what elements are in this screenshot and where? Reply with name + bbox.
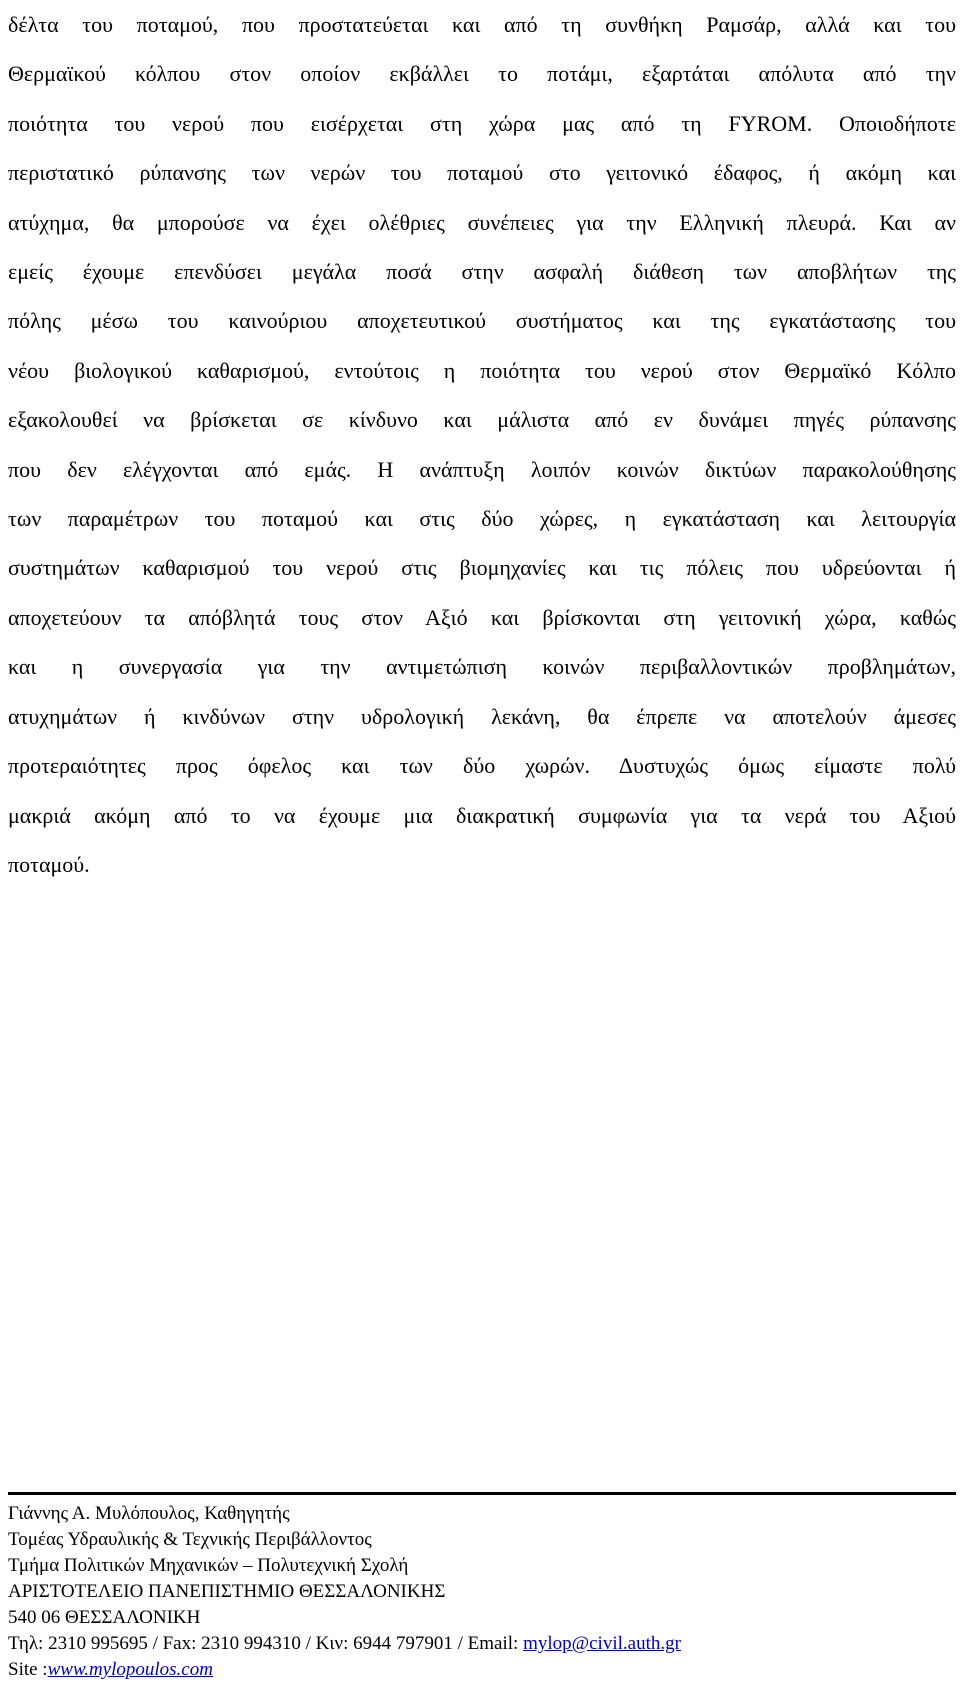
site-line <box>8 1657 956 1683</box>
paragraph-line: εμείς έχουμε επενδύσει μεγάλα ποσά στην ασφαλή διάθεση των αποβλήτων της <box>8 259 956 285</box>
paragraph-line: ποιότητα του νερού που εισέρχεται στη χώρα μας από τη FYROM. Οποιοδήποτε <box>8 110 956 136</box>
site-label: Site : <box>8 1659 48 1680</box>
postal-address: 540 06 ΘΕΣΣΑΛΟΝΙΚΗ <box>8 1607 201 1628</box>
paragraph-line: των παραμέτρων του ποταμού και στις δύο χώρες, η εγκατάσταση και λειτουργία <box>8 506 956 532</box>
paragraph-line: προτεραιότητες προς όφελος και των δύο χωρών. Δυστυχώς όμως είμαστε πολύ <box>8 753 956 779</box>
author-name: Γιάννης Α. Μυλόπουλος, Καθηγητής <box>8 1503 290 1524</box>
footer-divider <box>8 1492 956 1495</box>
paragraph-line: αποχετεύουν τα απόβλητά τους στον Αξιό και βρίσκονται στη γειτονική χώρα, καθώς <box>8 604 956 630</box>
paragraph-line: συστημάτων καθαρισμού του νερού στις βιομηχανίες και τις πόλεις που υδρεύονται ή <box>8 555 956 581</box>
paragraph-line: που δεν ελέγχονται από εμάς. Η ανάπτυξη λοιπόν κοινών δικτύων παρακολούθησης <box>8 456 956 482</box>
paragraph-line: περιστατικό ρύπανσης των νερών του ποταμού στο γειτονικό έδαφος, ή ακόμη και <box>8 160 956 186</box>
paragraph-line: ατύχημα, θα μπορούσε να έχει ολέθριες συνέπειες για την Ελληνική πλευρά. Και αν <box>8 209 956 235</box>
paragraph-line: Θερμαϊκού κόλπου στον οποίον εκβάλλει το ποτάμι, εξαρτάται απόλυτα από την <box>8 61 956 87</box>
contact-line <box>8 1631 956 1657</box>
university-name: ΑΡΙΣΤΟΤΕΛΕΙΟ ΠΑΝΕΠΙΣΤΗΜΙΟ ΘΕΣΣΑΛΟΝΙΚΗΣ <box>8 1581 446 1602</box>
paragraph-line: νέου βιολογικού καθαρισμού, εντούτοις η ποιότητα του νερού στον Θερμαϊκό Κόλπο <box>8 357 956 383</box>
paragraph-line: και η συνεργασία για την αντιμετώπιση κοινών περιβαλλοντικών προβλημάτων, <box>8 654 956 680</box>
paragraph-line: ποταμού. <box>8 851 90 877</box>
paragraph-line: μακριά ακόμη από το να έχουμε μια διακρατική συμφωνία για τα νερά του Αξιού <box>8 802 956 828</box>
paragraph-line: δέλτα του ποταμού, που προστατεύεται και από τη συνθήκη Ραμσάρ, αλλά και του <box>8 12 956 37</box>
contact-numbers: Τηλ: 2310 995695 / Fax: 2310 994310 / Κιν: 6944 797901 / Email: <box>8 1633 524 1654</box>
paragraph-line: ατυχημάτων ή κινδύνων στην υδρολογική λεκάνη, θα έπρεπε να αποτελούν άμεσες <box>8 703 956 729</box>
email-link[interactable]: mylop@civil.auth.gr <box>523 1633 681 1654</box>
paragraph-line: πόλης μέσω του καινούριου αποχετευτικού συστήματος και της εγκατάστασης του <box>8 308 956 334</box>
department-name: Τμήμα Πολιτικών Μηχανικών – Πολυτεχνική Σχολή <box>8 1555 409 1576</box>
page-footer <box>8 1492 956 1683</box>
division-name: Τομέας Υδραυλικής & Τεχνικής Περιβάλλοντος <box>8 1529 372 1550</box>
paragraph-line: εξακολουθεί να βρίσκεται σε κίνδυνο και μάλιστα από εν δυνάμει πηγές ρύπανσης <box>8 407 956 433</box>
article-paragraph <box>8 0 956 889</box>
website-link[interactable]: www.mylopoulos.com <box>47 1659 213 1680</box>
